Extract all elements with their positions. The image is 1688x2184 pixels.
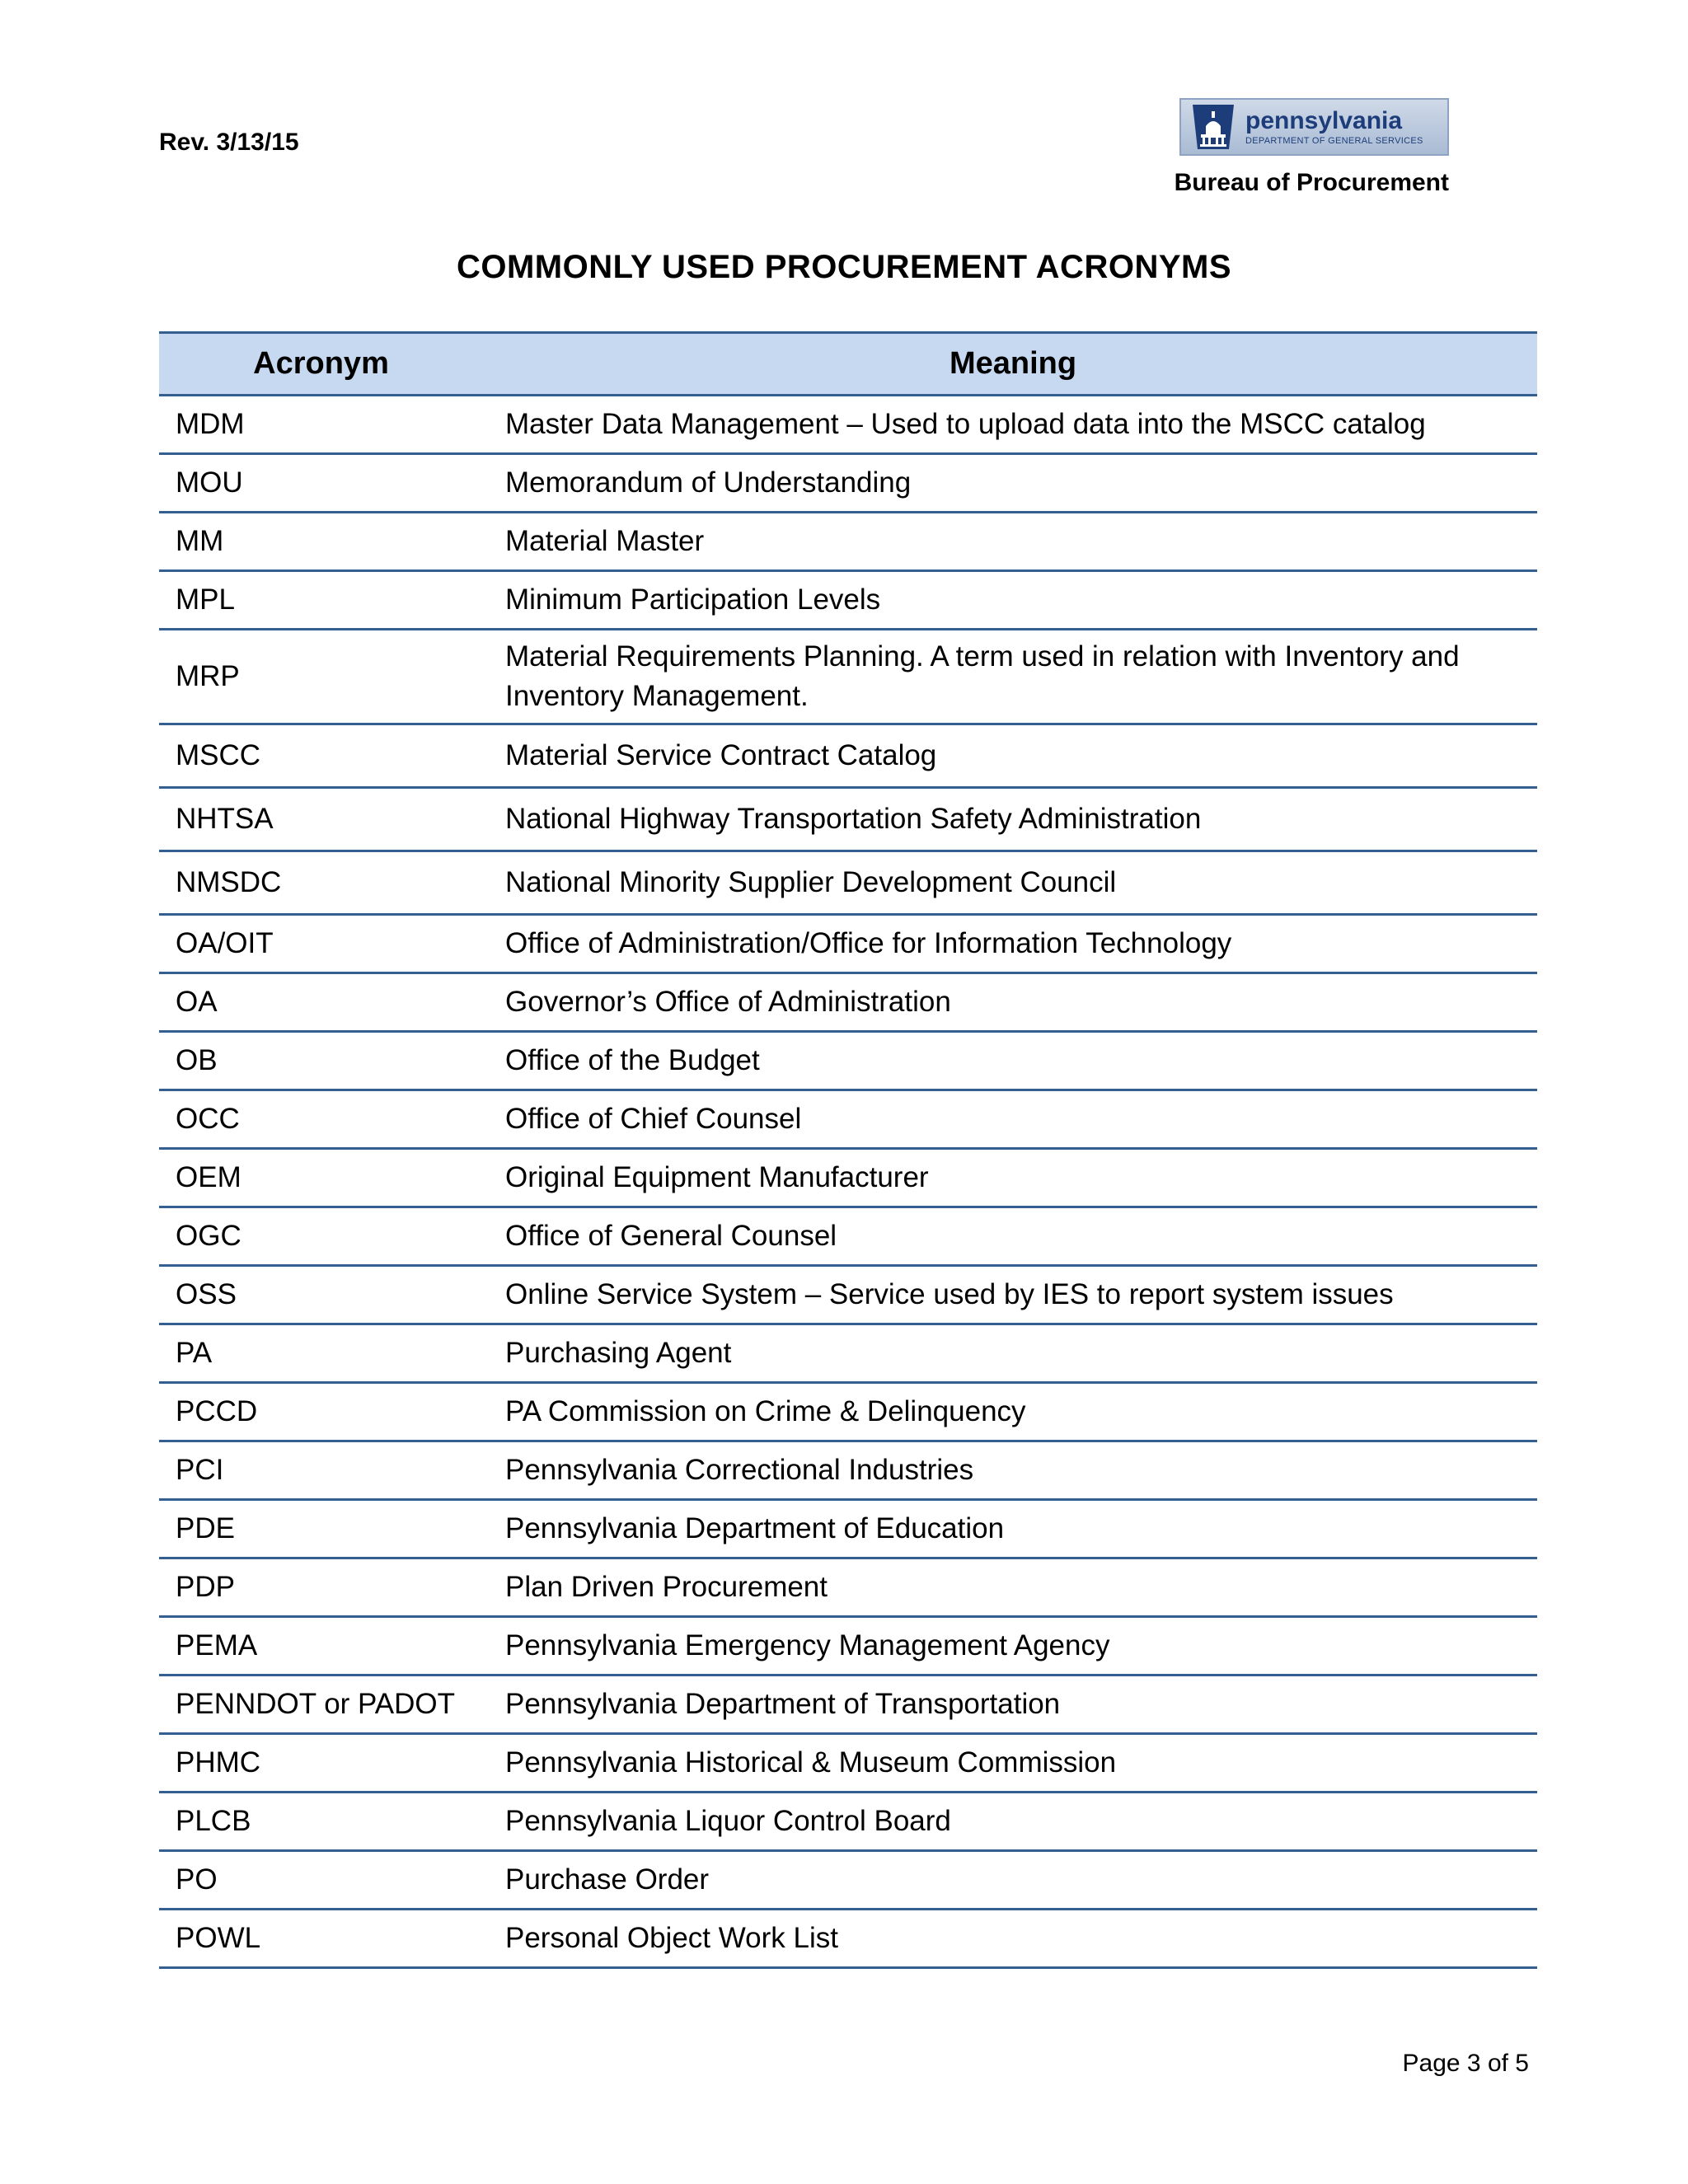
meaning-cell: Pennsylvania Department of Education xyxy=(489,1500,1537,1558)
table-row xyxy=(159,1032,1537,1090)
page-title: COMMONLY USED PROCUREMENT ACRONYMS xyxy=(456,249,1232,285)
meaning-cell: National Highway Transportation Safety Administration xyxy=(489,788,1537,851)
table-row xyxy=(159,1383,1537,1441)
table-row xyxy=(159,1851,1537,1910)
meaning-cell: Minimum Participation Levels xyxy=(489,571,1537,630)
meaning-cell: Office of Administration/Office for Information Technology xyxy=(489,915,1537,973)
table-row xyxy=(159,788,1537,851)
meaning-cell: PA Commission on Crime & Delinquency xyxy=(489,1383,1537,1441)
acronym-cell: PHMC xyxy=(159,1734,489,1793)
acronym-cell: PDP xyxy=(159,1558,489,1617)
acronym-cell: OCC xyxy=(159,1090,489,1149)
meaning-cell: Material Master xyxy=(489,513,1537,571)
acronym-cell: OA/OIT xyxy=(159,915,489,973)
table-row xyxy=(159,724,1537,788)
column-header-acronym: Acronym xyxy=(159,333,489,396)
meaning-cell: Office of Chief Counsel xyxy=(489,1090,1537,1149)
acronym-cell: OGC xyxy=(159,1207,489,1266)
table-row xyxy=(159,851,1537,915)
table-row xyxy=(159,571,1537,630)
meaning-cell: Plan Driven Procurement xyxy=(489,1558,1537,1617)
table-row xyxy=(159,1441,1537,1500)
table-row xyxy=(159,1149,1537,1207)
meaning-cell: Master Data Management – Used to upload data into the MSCC catalog xyxy=(489,396,1537,454)
table-header-row xyxy=(159,333,1537,396)
acronym-cell: MDM xyxy=(159,396,489,454)
table-row xyxy=(159,1734,1537,1793)
meaning-cell: Purchase Order xyxy=(489,1851,1537,1910)
acronym-cell: PA xyxy=(159,1324,489,1383)
acronym-cell: MSCC xyxy=(159,724,489,788)
meaning-cell: Material Requirements Planning. A term used in relation with Inventory and Inventory Management. xyxy=(489,630,1537,724)
meaning-cell: Material Service Contract Catalog xyxy=(489,724,1537,788)
table-row xyxy=(159,630,1537,724)
table-row xyxy=(159,1090,1537,1149)
acronym-cell: MPL xyxy=(159,571,489,630)
acronym-cell: OEM xyxy=(159,1149,489,1207)
table-row xyxy=(159,1617,1537,1675)
revision-date: Rev. 3/13/15 xyxy=(159,129,299,156)
meaning-cell: Memorandum of Understanding xyxy=(489,454,1537,513)
meaning-cell: Pennsylvania Department of Transportation xyxy=(489,1675,1537,1734)
acronym-cell: PO xyxy=(159,1851,489,1910)
acronym-cell: NHTSA xyxy=(159,788,489,851)
acronym-cell: PCI xyxy=(159,1441,489,1500)
acronym-cell: OSS xyxy=(159,1266,489,1324)
meaning-cell: National Minority Supplier Development Council xyxy=(489,851,1537,915)
table-row xyxy=(159,396,1537,454)
table-row xyxy=(159,1266,1537,1324)
meaning-cell: Office of General Counsel xyxy=(489,1207,1537,1266)
meaning-cell: Personal Object Work List xyxy=(489,1910,1537,1968)
acronym-cell: OA xyxy=(159,973,489,1032)
logo-subtitle: DEPARTMENT OF GENERAL SERVICES xyxy=(1245,135,1423,146)
acronym-cell: MOU xyxy=(159,454,489,513)
table-row xyxy=(159,1207,1537,1266)
meaning-cell: Online Service System – Service used by IES to report system issues xyxy=(489,1266,1537,1324)
meaning-cell: Pennsylvania Liquor Control Board xyxy=(489,1793,1537,1851)
acronym-cell: OB xyxy=(159,1032,489,1090)
table-row xyxy=(159,1675,1537,1734)
meaning-cell: Pennsylvania Historical & Museum Commission xyxy=(489,1734,1537,1793)
acronym-cell: PDE xyxy=(159,1500,489,1558)
acronym-cell: PCCD xyxy=(159,1383,489,1441)
column-header-meaning: Meaning xyxy=(489,333,1537,396)
table-row xyxy=(159,1558,1537,1617)
acronym-cell: MRP xyxy=(159,630,489,724)
acronym-cell: PEMA xyxy=(159,1617,489,1675)
meaning-cell: Governor’s Office of Administration xyxy=(489,973,1537,1032)
acronym-table xyxy=(159,331,1537,1969)
acronym-cell: NMSDC xyxy=(159,851,489,915)
table-row xyxy=(159,973,1537,1032)
acronym-cell: PLCB xyxy=(159,1793,489,1851)
bureau-name: Bureau of Procurement xyxy=(1174,169,1449,196)
table-row xyxy=(159,1324,1537,1383)
meaning-cell: Pennsylvania Correctional Industries xyxy=(489,1441,1537,1500)
meaning-cell: Original Equipment Manufacturer xyxy=(489,1149,1537,1207)
meaning-cell: Purchasing Agent xyxy=(489,1324,1537,1383)
table-row xyxy=(159,1500,1537,1558)
acronym-cell: MM xyxy=(159,513,489,571)
keystone-capitol-icon xyxy=(1188,101,1239,152)
table-row xyxy=(159,915,1537,973)
logo-wordmark: pennsylvania xyxy=(1245,106,1403,134)
page-number: Page 3 of 5 xyxy=(1402,2050,1529,2077)
acronym-cell: POWL xyxy=(159,1910,489,1968)
pa-dgs-logo xyxy=(1179,98,1449,156)
meaning-cell: Office of the Budget xyxy=(489,1032,1537,1090)
meaning-cell: Pennsylvania Emergency Management Agency xyxy=(489,1617,1537,1675)
table-row xyxy=(159,513,1537,571)
table-row xyxy=(159,1910,1537,1968)
table-row xyxy=(159,1793,1537,1851)
acronym-cell: PENNDOT or PADOT xyxy=(159,1675,489,1734)
table-row xyxy=(159,454,1537,513)
